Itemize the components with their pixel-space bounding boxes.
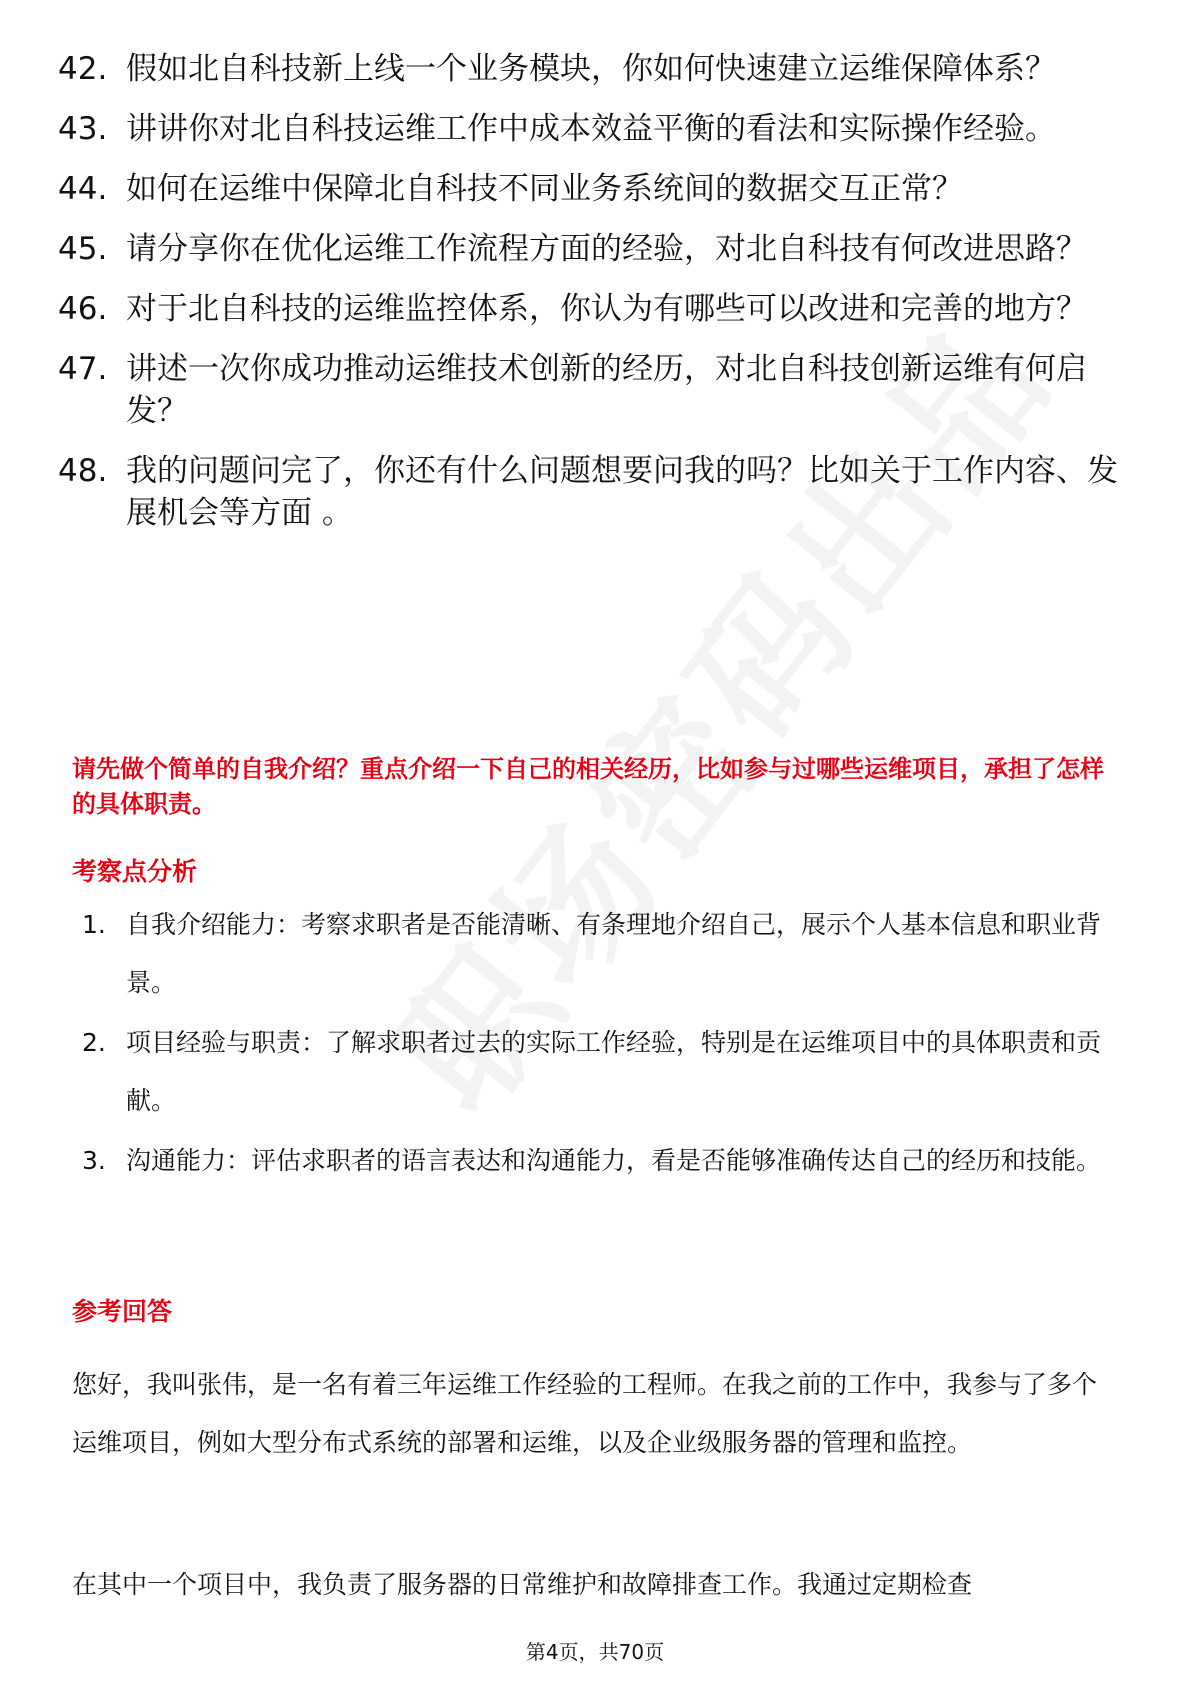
list-item <box>58 108 1118 150</box>
item-text: 请分享你在优化运维工作流程方面的经验，对北自科技有何改进思路？ <box>126 231 1087 267</box>
list-item <box>82 896 1112 1012</box>
item-number: 42. <box>58 51 108 87</box>
item-number: 3. <box>82 1146 106 1175</box>
item-text: 讲述一次你成功推动运维技术创新的经历，对北自科技创新运维有何启发？ <box>126 351 1087 429</box>
item-number: 48. <box>58 453 108 489</box>
list-item <box>82 1014 1112 1130</box>
list-item <box>58 168 1118 210</box>
analysis-list <box>82 896 1112 1192</box>
list-item <box>58 288 1118 330</box>
item-text: 我的问题问完了，你还有什么问题想要问我的吗？比如关于工作内容、发展机会等方面 。 <box>126 453 1118 531</box>
item-text: 讲讲你对北自科技运维工作中成本效益平衡的看法和实际操作经验。 <box>126 111 1056 147</box>
item-number: 46. <box>58 291 108 327</box>
item-number: 44. <box>58 171 108 207</box>
list-item <box>58 48 1118 90</box>
list-item <box>58 348 1118 432</box>
item-number: 1. <box>82 910 106 939</box>
item-text: 对于北自科技的运维监控体系，你认为有哪些可以改进和完善的地方？ <box>126 291 1087 327</box>
item-number: 43. <box>58 111 108 147</box>
reference-heading: 参考回答 <box>72 1297 173 1326</box>
item-text: 假如北自科技新上线一个业务模块，你如何快速建立运维保障体系？ <box>126 51 1056 87</box>
item-number: 2. <box>82 1028 106 1057</box>
item-text: 如何在运维中保障北自科技不同业务系统间的数据交互正常？ <box>126 171 963 207</box>
item-text: 自我介绍能力：考察求职者是否能清晰、有条理地介绍自己，展示个人基本信息和职业背景。 <box>126 910 1102 997</box>
featured-question: 请先做个简单的自我介绍？重点介绍一下自己的相关经历，比如参与过哪些运维项目，承担了怎样的具体职责。 <box>72 755 1104 818</box>
reference-paragraph: 在其中一个项目中，我负责了服务器的日常维护和故障排查工作。我通过定期检查 <box>72 1570 973 1599</box>
reference-paragraph: 您好，我叫张伟，是一名有着三年运维工作经验的工程师。在我之前的工作中，我参与了多个运维项目，例如大型分布式系统的部署和运维，以及企业级服务器的管理和监控。 <box>72 1370 1098 1457</box>
analysis-heading: 考察点分析 <box>72 857 198 886</box>
list-item <box>82 1132 1112 1190</box>
list-item <box>58 450 1118 534</box>
item-text: 沟通能力：评估求职者的语言表达和沟通能力，看是否能够准确传达自己的经历和技能。 <box>126 1146 1102 1175</box>
item-number: 47. <box>58 351 108 387</box>
question-list <box>58 48 1118 552</box>
list-item <box>58 228 1118 270</box>
item-text: 项目经验与职责：了解求职者过去的实际工作经验，特别是在运维项目中的具体职责和贡献。 <box>126 1028 1102 1115</box>
item-number: 45. <box>58 231 108 267</box>
page-number: 第4页，共70页 <box>525 1640 665 1664</box>
